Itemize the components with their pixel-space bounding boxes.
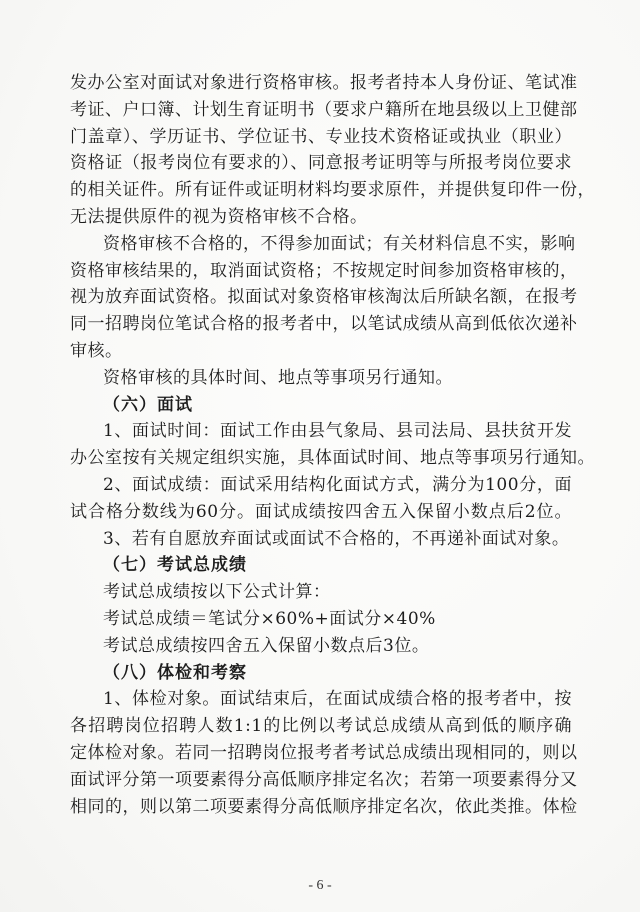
text-line: 无法提供原件的视为资格审核不合格。 [70,206,368,227]
page-number: - 6 - [308,878,332,893]
text-line: 各招聘岗位招聘人数1:1的比例以考试总成绩从高到低的顺序确 [70,716,572,737]
text-line: 的相关证件。所有证件或证明材料均要求原件，并提供复印件一份， [70,180,595,201]
text-line: 试合格分数线为60分。面试成绩按四舍五入保留小数点后2位。 [70,501,572,522]
paragraph-start: 考试总成绩按以下公式计算： [103,582,331,603]
paragraph-start: 考试总成绩按四舍五入保留小数点后3位。 [103,635,430,656]
paragraph-start: 2、面试成绩：面试采用结构化面试方式，满分为100分，面 [103,474,572,495]
paragraph-start: 资格审核不合格的，不得参加面试；有关材料信息不实，影响 [103,233,576,254]
text-line: 资格证（报考岗位有要求的）、同意报考证明等与所报考岗位要求 [70,153,572,174]
text-line: 同一招聘岗位笔试合格的报考者中，以笔试成绩从高到低依次递补 [70,314,578,335]
section-heading-interview: （六）面试 [103,394,193,415]
text-line: 资格审核结果的，取消面试资格；不按规定时间参加资格审核的， [70,260,578,281]
paragraph-start: 资格审核的具体时间、地点等事项另行通知。 [103,367,453,388]
formula-line: 考试总成绩＝笔试分×60%+面试分×40% [103,608,436,629]
paragraph-start: 3、若有自愿放弃面试或面试不合格的，不再递补面试对象。 [103,528,570,549]
text-line: 定体检对象。若同一招聘岗位报考者考试总成绩出现相同的，则以 [70,742,578,763]
text-line: 面试评分第一项要素得分高低顺序排定名次；若第一项要素得分又 [70,769,578,790]
text-line: 相同的，则以第二项要素得分高低顺序排定名次，依此类推。体检 [70,796,578,817]
section-heading-total-score: （七）考试总成绩 [103,555,247,576]
paragraph-start: 1、面试时间：面试工作由县气象局、县司法局、县扶贫开发 [103,421,572,442]
paragraph-start: 1、体检对象。面试结束后，在面试成绩合格的报考者中，按 [103,689,572,710]
text-line: 门盖章）、学历证书、学位证书、专业技术资格证或执业（职业） [70,126,572,147]
section-heading-medical-exam: （八）体检和考察 [103,662,247,683]
text-line: 视为放弃面试资格。拟面试对象资格审核淘汰后所缺名额，在报考 [70,287,578,308]
text-line: 审核。 [70,340,123,361]
text-line: 考证、户口簿、计划生育证明书（要求户籍所在地县级以上卫健部 [70,99,578,120]
text-line: 发办公室对面试对象进行资格审核。报考者持本人身份证、笔试准 [70,73,578,93]
text-line: 办公室按有关规定组织实施，具体面试时间、地点等事项另行通知。 [70,448,595,469]
document-body [70,70,595,820]
